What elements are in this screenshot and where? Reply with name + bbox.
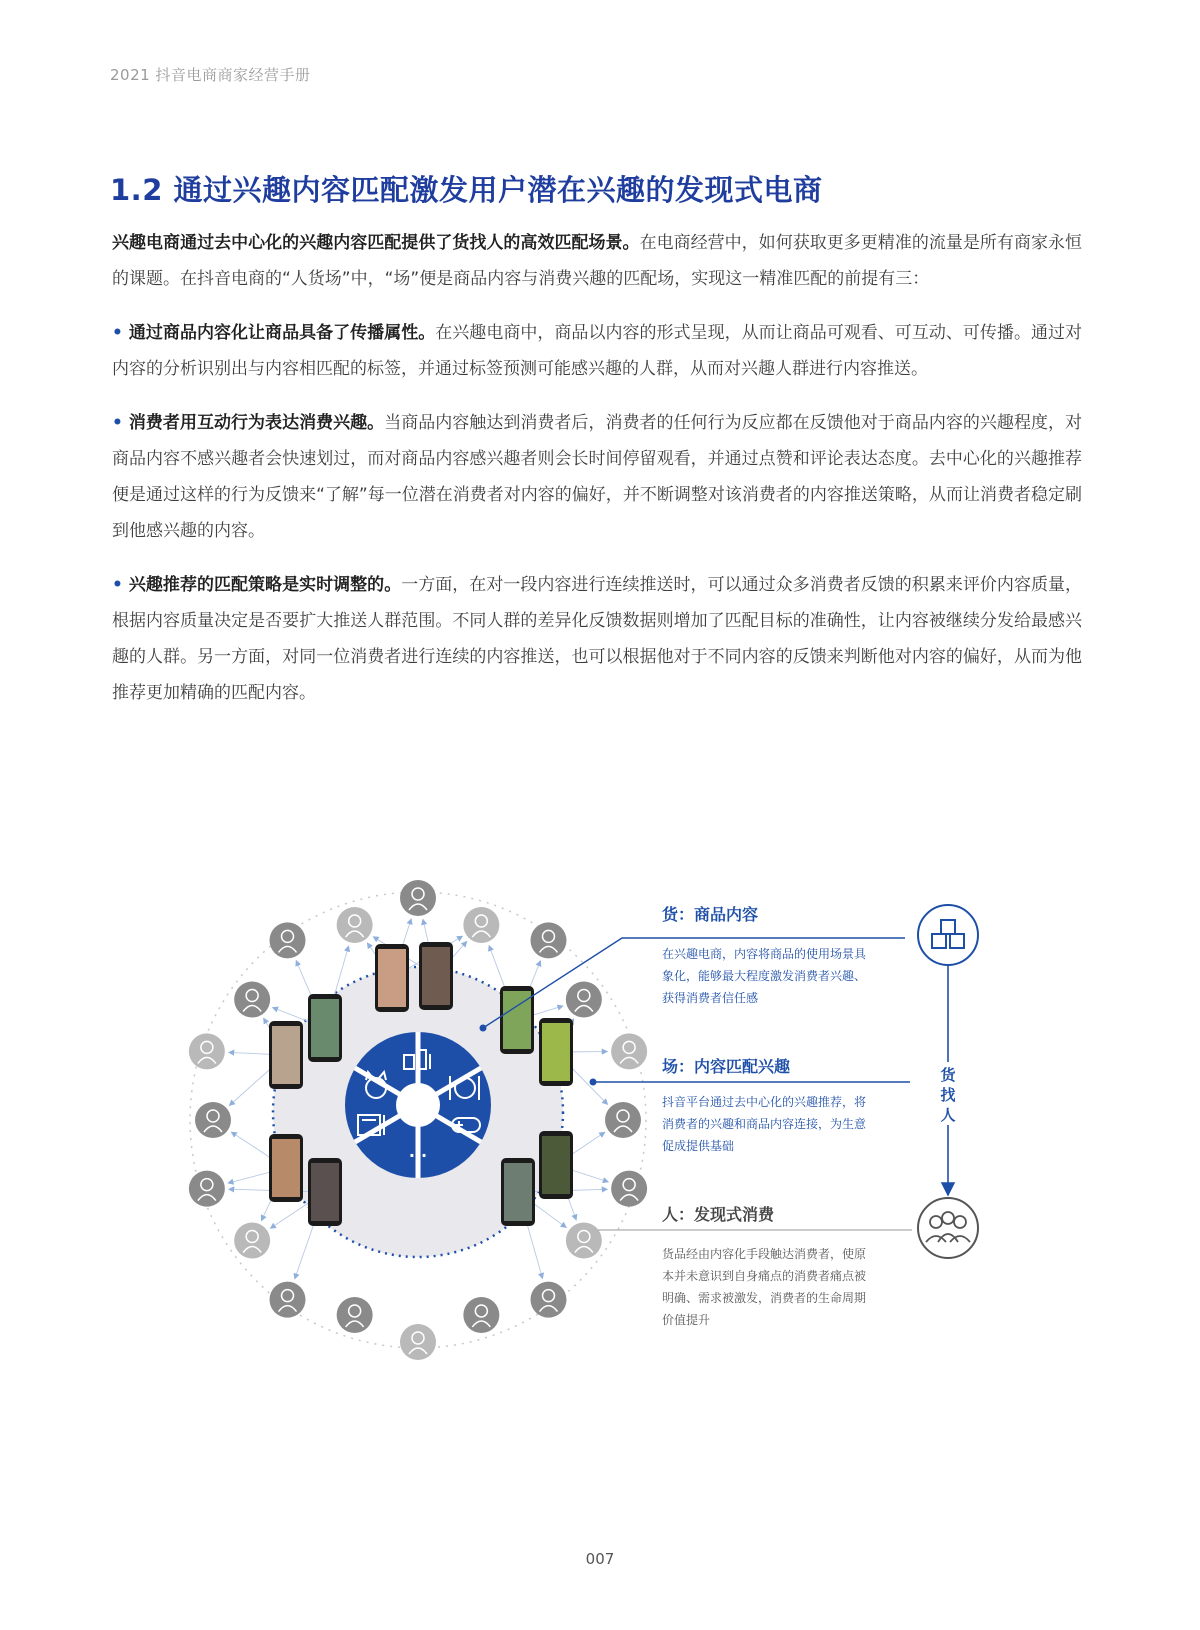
field-desc-line: 抖音平台通过去中心化的兴趣推荐，将 xyxy=(662,1095,867,1109)
content-phone xyxy=(500,986,534,1054)
bullet-item xyxy=(112,567,1082,711)
bullet-dot-icon: • xyxy=(112,323,123,343)
intro-bold: 兴趣电商通过去中心化的兴趣内容匹配提供了货找人的高效匹配场景。 xyxy=(112,233,640,253)
people-desc-line: 明确、需求被激发，消费者的生命周期 xyxy=(662,1291,867,1305)
goods-title: 货：商品内容 xyxy=(662,905,759,924)
content-phone xyxy=(501,1158,535,1226)
flow-label-char: 找 xyxy=(940,1086,956,1104)
goods-desc-line: 获得消费者信任感 xyxy=(662,991,759,1005)
flow-label xyxy=(940,1066,956,1124)
consumer-avatar-icon xyxy=(337,1297,373,1333)
section-title: 1.2 通过兴趣内容匹配激发用户潜在兴趣的发现式电商 xyxy=(110,173,823,207)
consumer-avatar-icon xyxy=(189,1033,225,1069)
consumer-avatar-icon xyxy=(530,922,566,958)
bullet-dot-icon: • xyxy=(112,575,123,595)
goods-desc-line: 象化，能够最大程度激发消费者兴趣、 xyxy=(662,969,867,983)
bullet-item xyxy=(112,405,1082,549)
content-phone xyxy=(308,1158,342,1226)
consumer-avatar-icon xyxy=(605,1102,641,1138)
field-title: 场：内容匹配兴趣 xyxy=(662,1057,791,1076)
page-number: 007 xyxy=(585,1550,615,1568)
consumer-avatar-icon xyxy=(189,1171,225,1207)
wheel-hub xyxy=(396,1083,440,1127)
content-phone xyxy=(539,1018,573,1086)
bullet-text: 当商品内容触达到消费者后，消费者的任何行为反应都在反馈他对于商品内容的兴趣程度，对商品内容不感兴趣者会快速划过，而对商品内容感兴趣者则会长时间停留观看，并通过点赞和评论表达态度。去中心化的兴趣推荐便是通过这样的行为反馈来“了解”每一位潜在消费者对内容的偏好，并不断调整对该消费者的内容推送策略，从而让消费者稳定刷到他感兴趣的内容。 xyxy=(112,413,1083,541)
more-categories-label: ··· xyxy=(408,1146,428,1165)
intro-text: 在电商经营中，如何获取更多更精准的流量是所有商家永恒的课题。在抖音电商的“人货场”中，“场”便是商品内容与消费兴趣的匹配场，实现这一精准匹配的前提有三： xyxy=(112,233,1083,289)
consumer-avatar-icon xyxy=(611,1171,647,1207)
bullet-text: 一方面，在对一段内容进行连续推送时，可以通过众多消费者反馈的积累来评价内容质量，根据内容质量决定是否要扩大推送人群范围。不同人群的差异化反馈数据则增加了匹配目标的准确性，让内容被继续分发给最感兴趣的人群。另一方面，对同一位消费者进行连续的内容推送，也可以根据他对于不同内容的反馈来判断他对内容的偏好，从而为他推荐更加精确的匹配内容。 xyxy=(112,575,1083,703)
content-phone xyxy=(269,1134,303,1202)
consumer-avatar-icon xyxy=(463,1297,499,1333)
consumer-avatar-icon xyxy=(234,1222,270,1258)
consumer-avatar-icon xyxy=(566,982,602,1018)
consumer-avatar-icon xyxy=(400,880,436,916)
flow-label-char: 货 xyxy=(940,1066,956,1084)
center-category-wheel xyxy=(345,1032,491,1178)
bullet-dot-icon: • xyxy=(112,413,123,433)
doc-header: 2021 抖音电商商家经营手册 xyxy=(110,66,311,84)
consumer-avatar-icon xyxy=(463,907,499,943)
consumer-avatar-icon xyxy=(234,982,270,1018)
consumer-avatar-icon xyxy=(400,1324,436,1360)
content-phone xyxy=(308,994,342,1062)
content-phone xyxy=(539,1131,573,1199)
bullet-text: 在兴趣电商中，商品以内容的形式呈现，从而让商品可观看、可互动、可传播。通过对内容的分析识别出与内容相匹配的标签，并通过标签预测可能感兴趣的人群，从而对兴趣人群进行内容推送。 xyxy=(112,323,1083,379)
consumer-avatar-icon xyxy=(530,1282,566,1318)
bullet-bold: 兴趣推荐的匹配策略是实时调整的。 xyxy=(128,575,402,595)
bullet-item xyxy=(112,315,1082,387)
consumer-avatar-icon xyxy=(611,1033,647,1069)
consumer-avatar-icon xyxy=(270,922,306,958)
people-group-icon xyxy=(918,1198,978,1258)
bullet-bold: 通过商品内容化让商品具备了传播属性。 xyxy=(128,323,436,343)
field-desc-line: 促成提供基础 xyxy=(662,1139,735,1153)
people-title: 人：发现式消费 xyxy=(662,1205,775,1224)
flow-label-char: 人 xyxy=(940,1106,956,1124)
people-goods-field-diagram xyxy=(0,850,1200,1390)
consumer-avatar-icon xyxy=(337,907,373,943)
intro-paragraph xyxy=(112,225,1082,297)
content-phone xyxy=(375,944,409,1012)
goods-desc-line: 在兴趣电商，内容将商品的使用场景具 xyxy=(662,947,867,961)
consumer-avatar-icon xyxy=(270,1282,306,1318)
goods-boxes-icon xyxy=(918,905,978,965)
consumer-avatar-icon xyxy=(566,1222,602,1258)
content-phone xyxy=(419,942,453,1010)
bullet-bold: 消费者用互动行为表达消费兴趣。 xyxy=(128,413,385,433)
field-desc-line: 消费者的兴趣和商品内容连接，为生意 xyxy=(662,1117,867,1131)
people-desc-line: 货品经由内容化手段触达消费者，使原 xyxy=(662,1247,867,1261)
diagram-svg xyxy=(0,850,1200,1390)
body-content xyxy=(112,225,1082,729)
content-phone xyxy=(269,1021,303,1089)
people-desc-line: 本并未意识到自身痛点的消费者痛点被 xyxy=(662,1269,867,1283)
consumer-avatar-icon xyxy=(195,1102,231,1138)
people-desc-line: 价值提升 xyxy=(662,1313,711,1327)
